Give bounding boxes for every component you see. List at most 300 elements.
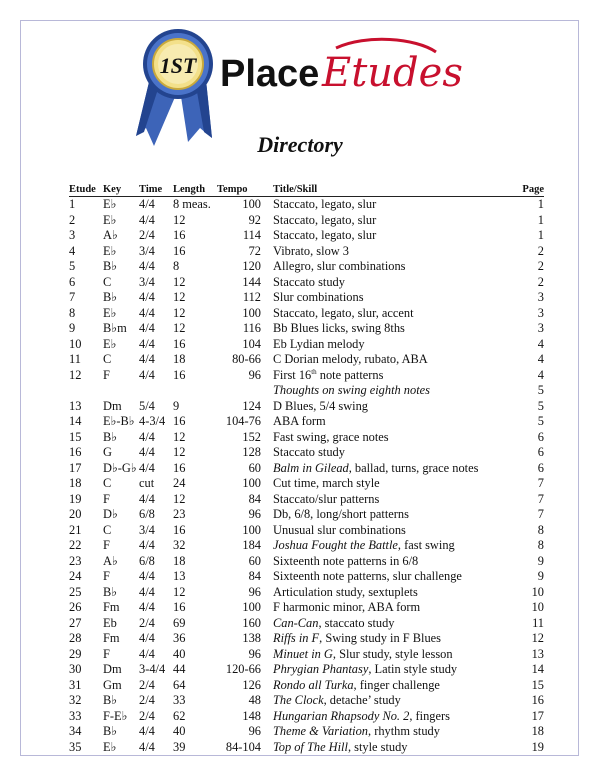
page-cell: 3 <box>537 305 544 320</box>
title-segment: Staccato study <box>273 274 345 289</box>
table-row <box>69 321 544 337</box>
table-row <box>69 647 544 663</box>
etude-cell: 11 <box>69 352 81 366</box>
tempo-cell: 124 <box>242 398 261 413</box>
key-cell: D♭ <box>103 507 118 521</box>
etude-cell: 29 <box>69 646 82 661</box>
title-segment: Thoughts on swing eighth notes <box>273 383 430 397</box>
page-cell: 8 <box>537 522 544 537</box>
table-row <box>69 662 544 678</box>
title-skill-cell <box>273 259 515 275</box>
tempo-cell: 104 <box>242 336 261 351</box>
length-cell: 32 <box>173 538 186 552</box>
tempo-cell: 112 <box>242 290 261 304</box>
title-skill-cell <box>273 197 515 213</box>
page-cell: 7 <box>537 507 544 521</box>
length-cell: 16 <box>173 367 186 382</box>
title-segment: Bb Blues licks, swing 8ths <box>273 321 405 335</box>
table-row <box>69 430 544 446</box>
tempo-cell: 100 <box>242 197 261 211</box>
time-cell: 4/4 <box>139 600 155 614</box>
page-cell: 4 <box>537 352 544 366</box>
title-skill-cell <box>273 538 515 554</box>
table-row <box>69 569 544 585</box>
etude-cell: 28 <box>69 631 82 645</box>
length-cell: 16 <box>173 460 186 475</box>
time-cell: 2/4 <box>139 677 155 692</box>
title-segment: Phrygian Phantasy <box>273 662 369 676</box>
title-segment: Allegro, slur combinations <box>273 259 406 273</box>
key-cell: E♭ <box>103 197 117 211</box>
time-cell: 4/4 <box>139 259 155 273</box>
tempo-cell: 96 <box>248 646 261 661</box>
etude-cell: 7 <box>69 290 76 304</box>
tempo-cell: 114 <box>242 228 261 242</box>
length-cell: 12 <box>173 584 186 599</box>
first-place-etudes-logo <box>136 28 463 148</box>
length-cell: 16 <box>173 243 186 258</box>
key-cell: C <box>103 522 112 537</box>
title-skill-cell <box>273 352 515 368</box>
tempo-cell: 72 <box>248 243 261 258</box>
key-cell: A♭ <box>103 228 118 242</box>
table-row <box>69 631 544 647</box>
title-skill-cell <box>273 213 515 229</box>
length-cell: 40 <box>173 646 186 661</box>
page-cell: 8 <box>537 538 544 552</box>
etude-cell: 35 <box>69 739 82 754</box>
table-row <box>69 228 544 244</box>
length-cell: 12 <box>173 290 186 304</box>
length-cell: 40 <box>173 724 186 738</box>
title-skill-cell <box>273 507 515 523</box>
title-skill-cell <box>273 383 515 399</box>
title-segment: Joshua Fought the Battle <box>273 538 398 552</box>
tempo-cell: 96 <box>248 584 261 599</box>
title-skill-cell <box>273 724 515 740</box>
tempo-cell: 120-66 <box>225 662 261 676</box>
page-cell: 1 <box>537 212 544 227</box>
title-segment: , style study <box>347 739 408 754</box>
time-cell: 4-3/4 <box>139 414 166 428</box>
table-row <box>69 290 544 306</box>
tempo-cell: 100 <box>242 305 261 320</box>
table-row <box>69 399 544 415</box>
title-skill-cell <box>273 337 515 353</box>
page-cell: 4 <box>537 336 544 351</box>
key-cell: E♭ <box>103 305 117 320</box>
length-cell: 12 <box>173 274 186 289</box>
table-row <box>69 693 544 709</box>
time-cell: 4/4 <box>139 336 155 351</box>
title-skill-cell <box>273 399 515 415</box>
length-cell: 12 <box>173 445 186 459</box>
tempo-cell: 96 <box>248 724 261 738</box>
key-cell: G <box>103 445 112 459</box>
title-segment: Can-Can <box>273 615 319 630</box>
page-cell: 9 <box>537 553 544 568</box>
time-cell: 4/4 <box>139 584 155 599</box>
tempo-cell: 126 <box>242 677 261 692</box>
tempo-cell: 152 <box>242 429 261 444</box>
key-cell: B♭m <box>103 321 127 335</box>
time-cell: 2/4 <box>139 708 155 723</box>
header-title-skill: Title/Skill <box>273 183 515 197</box>
length-cell: 16 <box>173 414 186 428</box>
tempo-cell: 116 <box>242 321 261 335</box>
title-skill-cell <box>273 709 515 725</box>
table-row <box>69 461 544 477</box>
title-segment: , fingers <box>409 708 450 723</box>
table-body <box>69 197 544 756</box>
time-cell: 4/4 <box>139 445 155 459</box>
tempo-cell: 128 <box>242 445 261 459</box>
length-cell: 13 <box>173 569 186 583</box>
key-cell: B♭ <box>103 693 118 707</box>
key-cell: Fm <box>103 600 120 614</box>
etude-cell: 13 <box>69 398 82 413</box>
page-cell: 17 <box>531 708 544 723</box>
title-segment: , finger challenge <box>353 677 440 692</box>
length-cell: 12 <box>173 305 186 320</box>
key-cell: D♭-G♭ <box>103 460 137 475</box>
table-row <box>69 476 544 492</box>
table-row <box>69 352 544 368</box>
length-cell: 62 <box>173 708 186 723</box>
title-skill-cell <box>273 693 515 709</box>
etude-cell: 15 <box>69 429 82 444</box>
table-row <box>69 724 544 740</box>
title-segment: Minuet in G <box>273 646 333 661</box>
etude-cell: 34 <box>69 724 82 738</box>
key-cell: B♭ <box>103 584 118 599</box>
tempo-cell: 100 <box>242 522 261 537</box>
table-row <box>69 337 544 353</box>
etude-cell: 32 <box>69 693 82 707</box>
table-row <box>69 740 544 756</box>
page-cell: 3 <box>537 290 544 304</box>
time-cell: 4/4 <box>139 460 155 475</box>
etude-cell: 16 <box>69 445 82 459</box>
title-segment: , detache’ study <box>323 693 401 707</box>
page-cell: 2 <box>537 243 544 258</box>
tempo-cell: 96 <box>248 367 261 382</box>
page-cell: 5 <box>537 398 544 413</box>
etude-cell: 10 <box>69 336 82 351</box>
length-cell: 24 <box>173 476 186 490</box>
etude-cell: 25 <box>69 584 82 599</box>
time-cell: 6/8 <box>139 553 155 568</box>
table-row <box>69 709 544 725</box>
title-segment: Theme & Variation <box>273 724 368 738</box>
page-cell: 18 <box>531 724 544 738</box>
etude-cell: 27 <box>69 615 82 630</box>
tempo-cell: 120 <box>242 259 261 273</box>
table-row <box>69 213 544 229</box>
time-cell: 3/4 <box>139 274 155 289</box>
page-cell: 10 <box>531 584 544 599</box>
title-skill-cell <box>273 616 515 632</box>
tempo-cell: 84 <box>248 569 261 583</box>
title-segment: Articulation study, sextuplets <box>273 584 418 599</box>
header-tempo: Tempo <box>217 183 273 197</box>
title-skill-cell <box>273 306 515 322</box>
key-cell: F-E♭ <box>103 708 128 723</box>
tempo-cell: 60 <box>248 553 261 568</box>
table-row <box>69 523 544 539</box>
header-time: Time <box>139 183 173 197</box>
title-skill-cell <box>273 585 515 601</box>
title-skill-cell <box>273 228 515 244</box>
length-cell: 8 <box>173 259 180 273</box>
title-segment: Staccato, legato, slur <box>273 197 377 211</box>
tempo-cell: 100 <box>242 476 261 490</box>
title-skill-cell <box>273 554 515 570</box>
etude-cell: 31 <box>69 677 82 692</box>
table-row <box>69 616 544 632</box>
key-cell: F <box>103 367 110 382</box>
time-cell: 4/4 <box>139 305 155 320</box>
page-cell: 1 <box>537 228 544 242</box>
tempo-cell: 144 <box>242 274 261 289</box>
title-segment: Fast swing, grace notes <box>273 429 389 444</box>
key-cell: E♭ <box>103 212 117 227</box>
page-cell: 13 <box>531 646 544 661</box>
page-cell: 12 <box>531 631 544 645</box>
length-cell: 16 <box>173 600 186 614</box>
key-cell: F <box>103 569 110 583</box>
tempo-cell: 80-66 <box>232 352 261 366</box>
title-segment: Staccato, legato, slur <box>273 228 377 242</box>
ribbon-text: 1ST <box>159 53 197 78</box>
etude-cell: 14 <box>69 414 82 428</box>
time-cell: 4/4 <box>139 429 155 444</box>
page-cell: 9 <box>537 569 544 583</box>
etude-cell: 6 <box>69 274 76 289</box>
etude-cell: 3 <box>69 228 76 242</box>
title-skill-cell <box>273 430 515 446</box>
time-cell: 3/4 <box>139 243 155 258</box>
title-skill-cell <box>273 275 515 291</box>
logo-word-etudes: Etudes <box>322 50 463 96</box>
title-skill-cell <box>273 678 515 694</box>
table-row <box>69 368 544 384</box>
length-cell: 36 <box>173 631 186 645</box>
tempo-cell: 184 <box>242 538 261 552</box>
length-cell <box>173 383 217 399</box>
length-cell: 33 <box>173 693 186 707</box>
title-skill-cell <box>273 631 515 647</box>
table-row <box>69 275 544 291</box>
page-cell: 6 <box>537 429 544 444</box>
key-cell: E♭ <box>103 336 117 351</box>
title-segment: ABA form <box>273 414 326 428</box>
table-row <box>69 414 544 430</box>
time-cell: 4/4 <box>139 569 155 583</box>
key-cell: C <box>103 476 112 490</box>
etude-cell: 33 <box>69 708 82 723</box>
length-cell: 44 <box>173 662 186 676</box>
time-cell: 2/4 <box>139 228 155 242</box>
key-cell: Fm <box>103 631 120 645</box>
page-cell: 6 <box>537 445 544 459</box>
tempo-cell: 96 <box>248 507 261 521</box>
key-cell: B♭ <box>103 429 118 444</box>
title-segment: Staccato study <box>273 445 345 459</box>
directory-table <box>69 183 544 755</box>
title-segment: Rondo all Turka <box>273 677 354 692</box>
tempo-cell: 60 <box>248 460 261 475</box>
key-cell: B♭ <box>103 290 118 304</box>
title-segment: Hungarian Rhapsody No. 2 <box>273 708 410 723</box>
tempo-cell: 84 <box>248 491 261 506</box>
tempo-cell: 92 <box>248 212 261 227</box>
length-cell: 18 <box>173 352 186 366</box>
key-cell: F <box>103 491 110 506</box>
time-cell: 4/4 <box>139 631 155 645</box>
title-skill-cell <box>273 647 515 663</box>
etude-cell: 2 <box>69 212 76 227</box>
page-cell: 10 <box>531 600 544 614</box>
table-row <box>69 507 544 523</box>
table-row <box>69 445 544 461</box>
length-cell: 39 <box>173 739 186 754</box>
length-cell: 16 <box>173 522 186 537</box>
title-segment: Balm in Gilead <box>273 460 349 475</box>
etude-cell: 9 <box>69 321 76 335</box>
title-skill-cell <box>273 368 515 384</box>
time-cell: 4/4 <box>139 724 155 738</box>
etude-cell: 26 <box>69 600 82 614</box>
tempo-cell: 104-76 <box>225 414 261 428</box>
table-row <box>69 306 544 322</box>
tempo-cell: 160 <box>242 615 261 630</box>
title-segment: The Clock <box>273 693 324 707</box>
length-cell: 12 <box>173 429 186 444</box>
key-cell <box>103 383 139 399</box>
title-segment: C Dorian melody, rubato, ABA <box>273 352 428 366</box>
key-cell: B♭ <box>103 259 118 273</box>
page-cell: 16 <box>531 693 544 707</box>
key-cell: F <box>103 538 110 552</box>
page-cell: 2 <box>537 274 544 289</box>
tempo-cell: 100 <box>242 600 261 614</box>
page-cell: 19 <box>531 739 544 754</box>
page-cell: 15 <box>531 677 544 692</box>
tempo-cell: 48 <box>248 693 261 707</box>
key-cell: Eb <box>103 615 117 630</box>
etude-cell: 1 <box>69 197 76 211</box>
title-skill-cell <box>273 740 515 756</box>
etude-cell: 5 <box>69 259 76 273</box>
title-segment: First 16 <box>273 367 312 382</box>
etude-cell: 30 <box>69 662 82 676</box>
time-cell: 4/4 <box>139 197 155 211</box>
time-cell: 4/4 <box>139 290 155 304</box>
title-skill-cell <box>273 290 515 306</box>
title-skill-cell <box>273 476 515 492</box>
title-skill-cell <box>273 461 515 477</box>
time-cell: 6/8 <box>139 507 155 521</box>
table-row <box>69 244 544 260</box>
page-cell: 14 <box>531 662 544 676</box>
etude-cell: 8 <box>69 305 76 320</box>
time-cell: 4/4 <box>139 352 155 366</box>
time-cell: 4/4 <box>139 321 155 335</box>
key-cell: B♭ <box>103 724 118 738</box>
title-segment: Riffs in F <box>273 631 320 645</box>
length-cell: 64 <box>173 677 186 692</box>
length-cell: 18 <box>173 553 186 568</box>
tempo-cell <box>217 383 273 399</box>
etude-cell: 19 <box>69 491 82 506</box>
page-cell: 3 <box>537 321 544 335</box>
length-cell: 12 <box>173 491 186 506</box>
page-cell: 6 <box>537 460 544 475</box>
page-cell: 11 <box>532 615 544 630</box>
title-skill-cell <box>273 523 515 539</box>
title-skill-cell <box>273 600 515 616</box>
title-segment: Sixteenth note patterns, slur challenge <box>273 569 462 583</box>
time-cell: cut <box>139 476 155 490</box>
length-cell: 16 <box>173 228 186 242</box>
tempo-cell: 138 <box>242 631 261 645</box>
etude-cell: 21 <box>69 522 82 537</box>
page-title: Directory <box>257 132 343 157</box>
time-cell: 2/4 <box>139 615 155 630</box>
key-cell: Dm <box>103 662 122 676</box>
time-cell: 4/4 <box>139 646 155 661</box>
table-header-row <box>69 183 544 197</box>
key-cell: E♭-B♭ <box>103 414 135 428</box>
title-segment: Eb Lydian melody <box>273 336 365 351</box>
etude-cell: 12 <box>69 367 82 382</box>
title-segment: , fast swing <box>397 538 455 552</box>
length-cell: 12 <box>173 321 186 335</box>
logo-word-place: Place <box>220 53 320 95</box>
table-row <box>69 600 544 616</box>
title-segment: Staccato/slur patterns <box>273 491 380 506</box>
title-segment: , ballad, turns, grace notes <box>348 460 479 475</box>
title-skill-cell <box>273 662 515 678</box>
page-cell: 5 <box>537 414 544 428</box>
length-cell: 16 <box>173 336 186 351</box>
key-cell: Gm <box>103 677 122 692</box>
page-cell: 7 <box>537 491 544 506</box>
title-segment: , Latin style study <box>368 662 458 676</box>
tempo-cell: 148 <box>242 708 261 723</box>
page-cell: 7 <box>537 476 544 490</box>
title-segment: , staccato study <box>318 615 395 630</box>
time-cell: 4/4 <box>139 212 155 227</box>
etude-cell: 4 <box>69 243 76 258</box>
table-row <box>69 585 544 601</box>
table-row <box>69 197 544 213</box>
key-cell: E♭ <box>103 243 117 258</box>
title-segment: , Slur study, style lesson <box>332 646 453 661</box>
ribbon-icon <box>136 29 213 146</box>
etude-cell: 17 <box>69 460 82 475</box>
title-segment: Slur combinations <box>273 290 364 304</box>
page-cell: 4 <box>537 367 544 382</box>
page-cell: 5 <box>537 383 544 397</box>
length-cell: 23 <box>173 507 186 521</box>
etude-cell: 18 <box>69 476 82 490</box>
title-segment: D Blues, 5/4 swing <box>273 398 368 413</box>
tempo-cell: 84-104 <box>225 739 261 754</box>
title-segment: Staccato, legato, slur, accent <box>273 305 414 320</box>
title-segment: Unusual slur combinations <box>273 522 406 537</box>
